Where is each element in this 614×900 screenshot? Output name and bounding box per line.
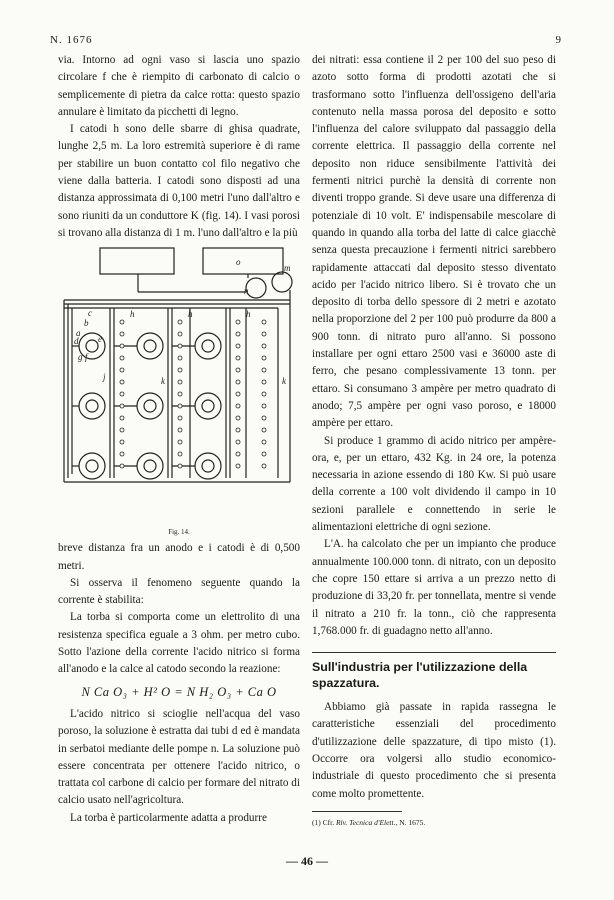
issue-number: N. 1676 — [50, 34, 93, 46]
left-paragraph-6: L'acido nitrico si scioglie nell'acqua del vaso poroso, la soluzione è estratta dai tubi d ed è mandata in serbatoi mediante delle pompe n. La soluzione può essere concentrata per ottenere l'acido nitrico, o trattata col carbone di calcio per formare del nitrato di calcio usato nell'agricoltura. — [58, 707, 300, 807]
label-k-2: k — [282, 376, 286, 387]
left-column — [58, 52, 300, 827]
pump-m — [272, 272, 292, 292]
label-j: j — [103, 372, 106, 383]
label-k-1: k — [161, 376, 165, 387]
footnote-prefix: (1) Cfr. — [312, 817, 335, 827]
section-title: Sull'industria per l'utilizzazione della spazzatura. — [312, 652, 556, 691]
left-paragraph-7: La torba è particolarmente adatta a produrre — [70, 811, 267, 824]
footer-page-number: — 46 — — [286, 854, 328, 868]
tank-o — [203, 248, 283, 274]
footnote-source: Riv. Tecnica d'Elett. — [335, 817, 396, 827]
reaction-equation: N Ca O₃ + H² O = N H₂ O₃ + Ca O — [81, 684, 277, 699]
right-column — [312, 52, 556, 828]
label-a: a — [76, 328, 81, 339]
left-paragraph-5: La torba si comporta come un elettrolito di una resistenza specifica eguale a 3 ohm. per metro cubo. Sotto l'azione della corrente l'acido nitrico si forma all'anodo e la calce al catodo secondo la reazione: — [58, 611, 300, 676]
figure-14 — [58, 244, 300, 536]
label-h-3: h — [246, 309, 251, 320]
label-h-2: h — [188, 309, 193, 320]
label-b: b — [84, 318, 89, 329]
footnote — [312, 818, 556, 828]
pump-n — [246, 278, 266, 298]
label-f: f — [85, 352, 88, 363]
tank-left — [100, 248, 174, 274]
electrolysis-diagram — [58, 244, 300, 524]
left-paragraph-4: Si osserva il fenomeno seguente quando la corrente è stabilita: — [58, 576, 300, 607]
left-paragraph-3: breve distanza fra un anodo e i catodi è di 0,500 metri. — [58, 542, 300, 572]
label-d: d — [74, 336, 79, 347]
label-m: m — [284, 263, 291, 274]
label-h-1: h — [130, 309, 135, 320]
left-paragraph-1: via. Intorno ad ogni vaso si lascia uno spazio circolare f che è riempito di carbonato di calcio o semplicemente di pietra da calce rotta: questo spazio annulare è limitato da picchetti di legno. — [58, 54, 300, 118]
label-n: n — [244, 286, 249, 297]
right-paragraph-1: dei nitrati: essa contiene il 2 per 100 del suo peso di azoto sotto forma di prodotti azotati che si trasformano sotto l'influenza dell'ossigeno dell'aria contenuto nella massa porosa del deposito e sotto l'influenza del calore sviluppato dal passaggio della corrente elettrica. Il passaggio della corrente nel deposito non riduce sensibilmente l'attività dei fermenti nitrici purchè la densità di corrente non diventi troppo grande. Si deve usare una differenza di potenziale di 10 volt. E' indispensabile mescolare di quando in quando alla torba del latte di calce giacchè senza questa precauzione i fermenti nitrici sarebbero rapidamente attaccati dal deposito stesso diventato acido per l'acido nitrico libero. Si è trovato che un deposito di torba dello spessore di 2 metri e azotato nella proporzione del 2 per 100 può produrre da 800 a 900 tonn. di nitrato puro all'anno. Si possono installare per ogni ettaro 2500 vasi e 36000 aste di ferro, che pesano complessivamente 13 tonn. per ettaro. Si consumano 3 ampère per metro quadrato di anodo; 7,5 ampère per ogni vaso poroso, e 18000 ampère per ettaro. — [312, 54, 556, 430]
left-paragraph-2: I catodi h sono delle sbarre di ghisa quadrate, lunghe 2,5 m. La loro estremità superiore è di rame per stabilire un buon contatto col filo negativo che viene dalla batteria. I catodi sono disposti ad una distanza approssimata di 0,100 metri l'uno dall'altro e sono riuniti da un conduttore K (fig. 14). I vasi porosi si trovano alla distanza di 1 m. l'uno dall'altro e la più — [58, 123, 300, 239]
label-o: o — [236, 257, 241, 268]
label-c: c — [88, 308, 92, 319]
header-page-number: 9 — [555, 34, 562, 46]
right-paragraph-4: Abbiamo già passate in rapida rassegna le caratteristiche essenziali del procedimento d'utilizzazione delle spazzature, di tipo misto (1). Occorre ora volgersi allo studio economico-industriale di questo procedimento che si presenta come molto promettente. — [312, 701, 556, 800]
label-g: g — [78, 352, 83, 363]
right-paragraph-2: Si produce 1 grammo di acido nitrico per ampère-ora, e, per un ettaro, 432 Kg. in 24 ore, la potenza necessaria in azione essendo di 180 Kw. Si può usare della corrente a 100 volt dividendo il campo in 10 sezioni parallele e connettendo in serie le alimentazioni elettriche di ogni sezione. — [312, 434, 556, 534]
figure-caption: Fig. 14. — [168, 528, 190, 537]
right-paragraph-3: L'A. ha calcolato che per un impianto che produce annualmente 100.000 tonn. di nitrato, con un deposito che copre 150 ettare si arriva a un prezzo netto di produzione di 33,20 fr. per tonnellata, mentre si vende il nitrato a 210 fr. la tonn., ciò che rappresenta 1,768.000 fr. di guadagno netto all'anno. — [312, 538, 556, 637]
label-e: e — [98, 334, 102, 345]
footnote-rule — [312, 811, 402, 812]
footnote-suffix: , N. 1675. — [395, 817, 426, 827]
